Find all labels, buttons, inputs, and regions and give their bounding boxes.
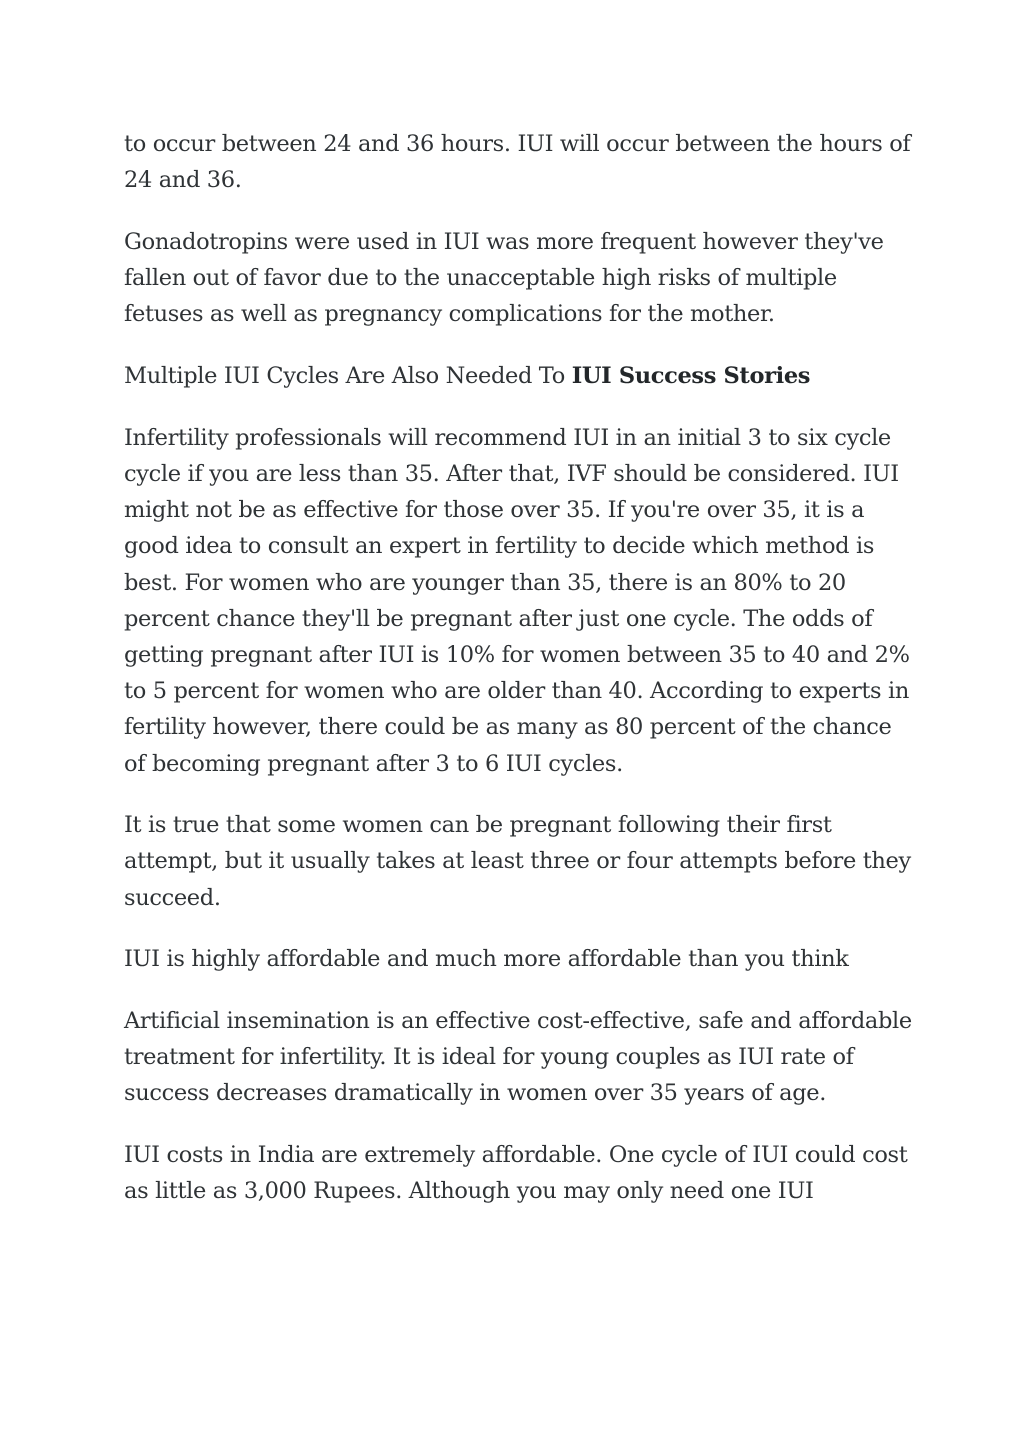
paragraph-attempts: It is true that some women can be pregnant following their first attempt, but it usually takes at least three or four attempts before they succeed. — [124, 812, 911, 911]
paragraph-multiple-cycles — [124, 358, 914, 394]
multiple-cycles-text: Multiple IUI Cycles Are Also Needed To — [124, 363, 572, 390]
paragraph-artificial-insemination: Artificial insemination is an effective cost-effective, safe and affordable treatment for infertility. It is ideal for young couples as IUI rate of success decreases dramatically in women over 35 years of age. — [124, 1008, 912, 1107]
paragraph-gonadotropins: Gonadotropins were used in IUI was more frequent however they've fallen out of favor due to the unacceptable high risks of multiple fetuses as well as pregnancy complications for the mother. — [124, 228, 884, 328]
paragraph-timing: to occur between 24 and 36 hours. IUI will occur between the hours of 24 and 36. — [124, 131, 911, 194]
paragraph-recommendations: Infertility professionals will recommend IUI in an initial 3 to six cycle cycle if you are less than 35. After that, IVF should be considered. IUI might not be as effective for those over 35. If you're over 35, it is a good idea to consult an expert in fertility to decide which method is best. For women who are younger than 35, there is an 80% to 20 percent chance they'll be pregnant after just one cycle. The odds of getting pregnant after IUI is 10% for women between 35 to 40 and 2% to 5 percent for women who are older than 40. According to experts in fertility however, there could be as many as 80 percent of the chance of becoming pregnant after 3 to 6 IUI cycles. — [124, 424, 910, 777]
document-body — [124, 126, 914, 1235]
success-stories-link[interactable]: IUI Success Stories — [571, 363, 811, 390]
paragraph-costs-india: IUI costs in India are extremely affordable. One cycle of IUI could cost as little as 3,000 Rupees. Although you may only need one IUI — [124, 1142, 908, 1205]
paragraph-affordable-heading: IUI is highly affordable and much more affordable than you think — [124, 946, 849, 973]
